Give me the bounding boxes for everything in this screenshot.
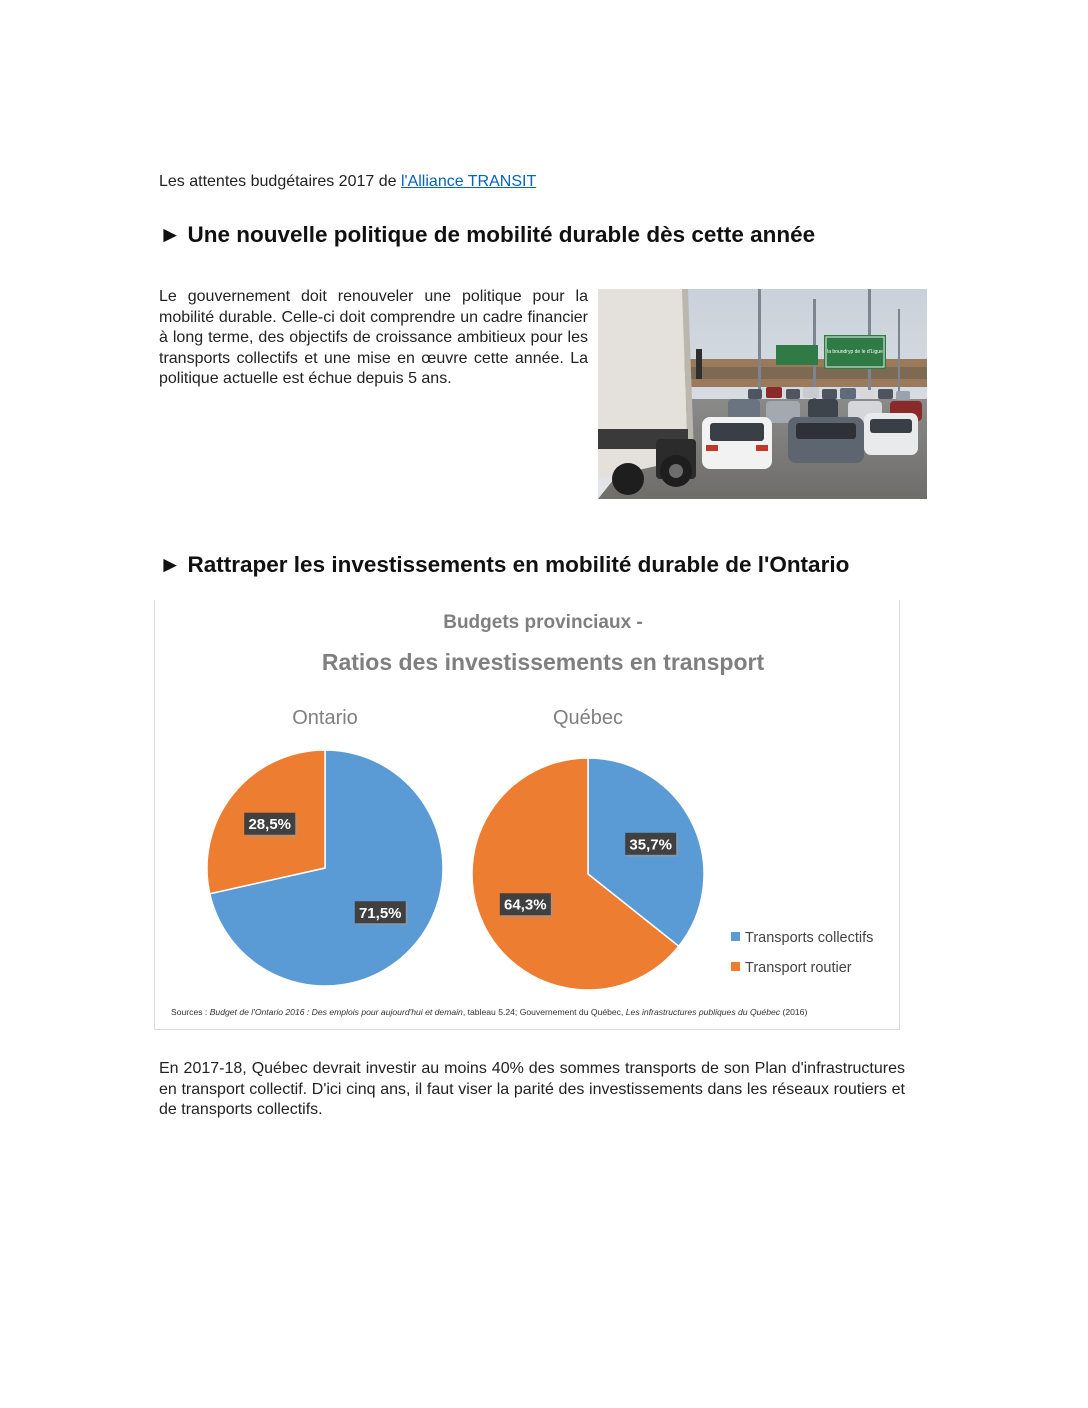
legend-label-routier: Transport routier (745, 960, 852, 976)
traffic-illustration (598, 289, 927, 499)
investment-ratio-chart (154, 600, 900, 1030)
section2-paragraph: En 2017-18, Québec devrait investir au moins 40% des sommes transports de son Plan d'infrastructures en transport collectif. D'ici cinq ans, il faut viser la parité des investissements dans les réseaux routiers et de transports collectifs. (159, 1060, 905, 1118)
pie-quebec (472, 758, 704, 990)
legend-swatch-collectifs (731, 932, 740, 941)
pie-name-quebec: Québec (552, 707, 624, 729)
data-label-quebec-collectifs: 35,7% (629, 836, 672, 854)
data-label-ontario-collectifs: 71,5% (358, 904, 402, 922)
source-italic-1: Budget de l'Ontario 2016 : Des emplois pour aujourd'hui et demain (209, 1007, 463, 1017)
chart-subtitle: Ratios des investissements en transport (321, 649, 765, 675)
source-italic-2: Les infrastructures publiques du Québec (625, 1007, 781, 1017)
data-label-quebec-routier: 64,3% (504, 896, 547, 914)
chart-legend (731, 930, 873, 976)
section1-paragraph: Le gouvernement doit renouveler une politique pour la mobilité durable. Celle-ci doit comprendre un cadre financier à long terme, des objectifs de croissance ambitieux pour les transports collectifs et une mise en œuvre cette année. La politique actuelle est échue depuis 5 ans. (159, 288, 588, 387)
source-prefix: Sources : (171, 1007, 210, 1017)
source-suffix: (2016) (780, 1007, 808, 1017)
legend-swatch-routier (731, 962, 740, 971)
section2-heading: ► Rattraper les investissements en mobilité durable de l'Ontario (159, 552, 850, 577)
intro-line (159, 173, 536, 191)
traffic-photo (598, 289, 927, 499)
photo-sign-text: la boundryp de le d'Ligue (827, 349, 883, 355)
pie-ontario (207, 750, 443, 986)
pie-name-ontario: Ontario (292, 707, 358, 729)
legend-label-collectifs: Transports collectifs (745, 930, 874, 946)
source-mid: , tableau 5.24; Gouvernement du Québec, (462, 1007, 626, 1017)
alliance-transit-link[interactable]: l'Alliance TRANSIT (400, 173, 537, 190)
chart-title: Budgets provinciaux - (443, 612, 643, 633)
section1-heading: ► Une nouvelle politique de mobilité durable dès cette année (159, 222, 816, 247)
chart-source (171, 1007, 807, 1017)
intro-text: Les attentes budgétaires 2017 de (159, 173, 401, 190)
chart-svg (155, 600, 901, 1030)
data-label-ontario-routier: 28,5% (248, 816, 292, 834)
